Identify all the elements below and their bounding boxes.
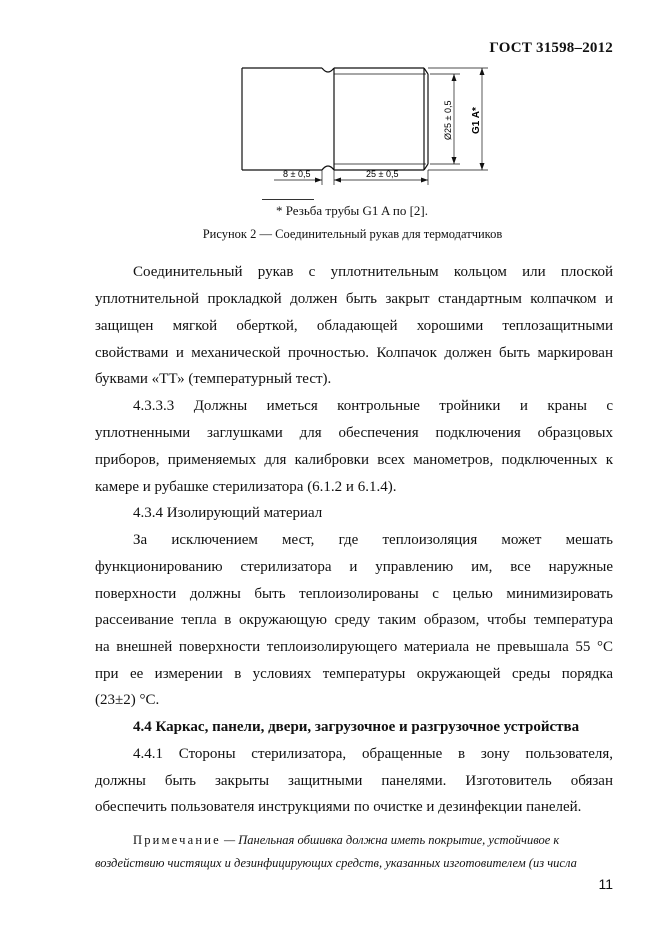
paragraph-line: Соединительный рукав с уплотнительным кольцом или плоской: [133, 264, 613, 280]
note-line: воздействию чистящих и дезинфицирующих средств, указанных изготовителем (из числа: [95, 856, 577, 870]
dimension-left-label: 8 ± 0,5: [283, 169, 311, 179]
paragraph-line: камере и рубашке стерилизатора (6.1.2 и 6.1.4).: [95, 479, 397, 495]
figure-caption: Рисунок 2 — Соединительный рукав для термодатчиков: [202, 227, 503, 241]
paragraph-line: приборов, применяемых для калибровки всех манометров, подключенных к: [95, 452, 613, 468]
page-number: 11: [598, 876, 613, 892]
dimension-thread-length-label: 25 ± 0,5: [366, 169, 399, 179]
paragraph-line: при ее измерении в условиях температуры окружающей среды порядка: [95, 666, 613, 682]
dimension-diameter-label: Ø25 ± 0,5: [443, 100, 453, 140]
paragraph-line: должны быть закрыты защитными панелями. Изготовитель обязан: [95, 773, 613, 789]
paragraph-line: обеспечить пользователя инструкциями по очистке и дезинфекции панелей.: [95, 799, 582, 815]
paragraph-line: рассеивание тепла в окружающую среду таким образом, чтобы температура: [95, 612, 613, 628]
paragraph-line: уплотненными заглушками для обеспечения подключения образцовых: [95, 425, 613, 441]
figure-footnote: * Резьба трубы G1 A по [2].: [276, 203, 428, 218]
note-text: — Панельная обшивка должна иметь покрытие, устойчивое к: [220, 833, 560, 847]
section-heading-4-4: 4.4 Каркас, панели, двери, загрузочное и разгрузочное устройства: [133, 719, 580, 735]
paragraph-line: буквами «ТТ» (температурный тест).: [95, 371, 332, 387]
section-heading-4-3-4: 4.3.4 Изолирующий материал: [133, 505, 323, 521]
connector-sleeve-drawing: [230, 60, 500, 200]
paragraph-line: 4.4.1 Стороны стерилизатора, обращенные в зону пользователя,: [133, 746, 613, 762]
paragraph-line: поверхности должны быть теплоизолированы с целью минимизировать: [95, 586, 613, 602]
paragraph-line: уплотнительной прокладкой должен быть закрыт стандартным колпачком и: [95, 291, 613, 307]
paragraph-line: 4.3.3.3 Должны иметься контрольные тройники и краны с: [133, 398, 613, 414]
paragraph-line: За исключением мест, где теплоизоляция может мешать: [133, 532, 613, 548]
paragraph-line: защищен мягкой оберткой, обладающей хорошими теплозащитными: [95, 318, 613, 334]
paragraph-line: функционированию стерилизатора и управлению им, все наружные: [95, 559, 613, 575]
paragraph-line: на внешней поверхности теплоизолирующего материала не превышала 55 °С: [95, 639, 613, 655]
paragraph-line: (23±2) °С.: [95, 692, 160, 708]
dimension-thread-spec-label: G1 A*: [471, 107, 482, 134]
footnote-rule: [262, 199, 314, 200]
note-label: Примечание: [133, 833, 221, 847]
document-standard-header: ГОСТ 31598–2012: [489, 40, 613, 56]
note-line: [133, 833, 613, 848]
paragraph-line: свойствами и механической прочностью. Колпачок должен быть маркирован: [95, 345, 613, 361]
